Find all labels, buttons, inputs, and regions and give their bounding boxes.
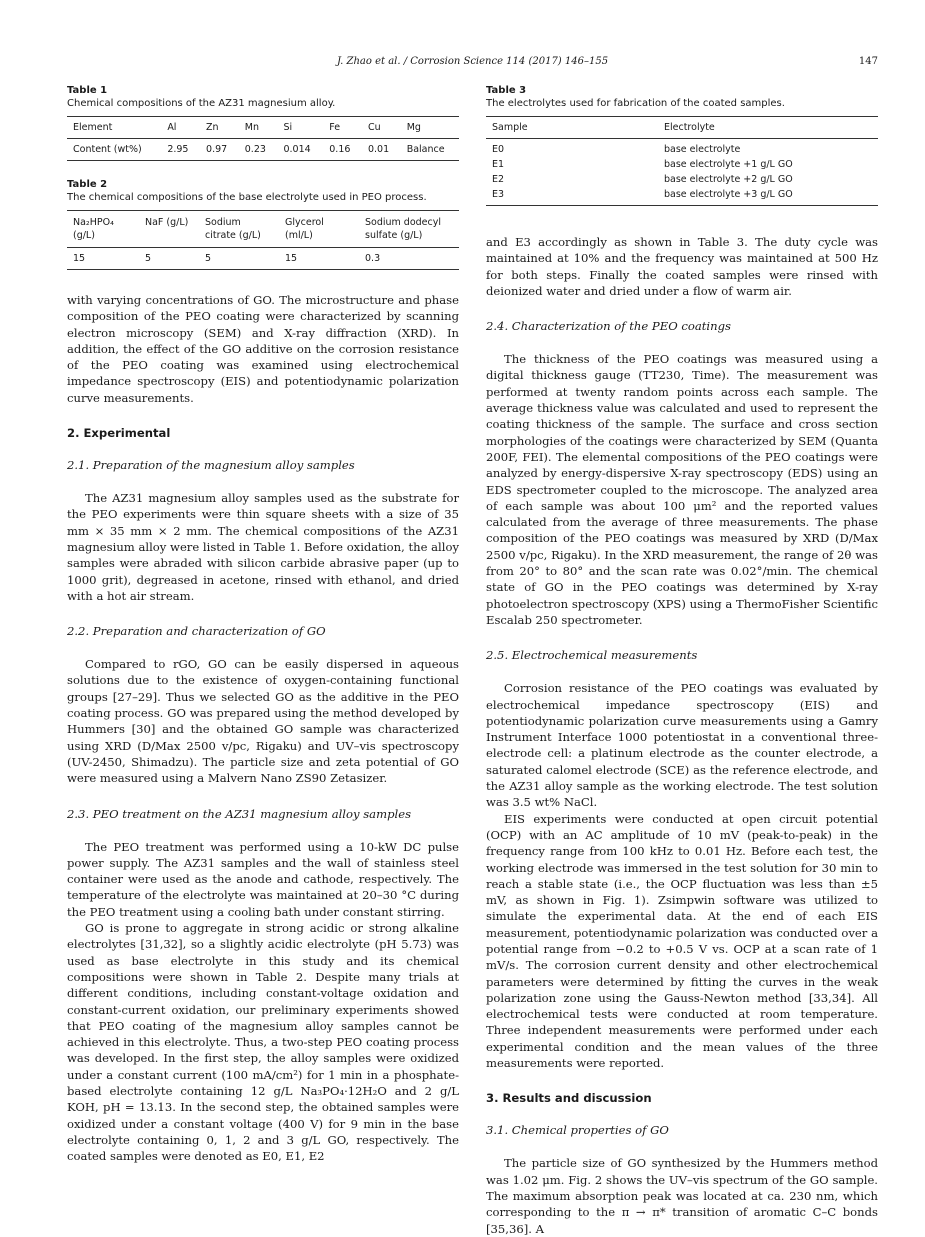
table-header-cell: Mn	[239, 117, 278, 139]
paragraph: EIS experiments were conducted at open circuit potential (OCP) with an AC amplitude of 10 mV (peak-to-peak) in the frequency range from 100 kHz to 0.01 Hz. Before each test, the working electrode was immersed in the test solution for 30 min to reach a stable state (i.e., the OCP fluctuation was less than ±5 mV, as shown in Fig. 1). Zsimpwin software was utilized to simulate the experimental data. At the end of each EIS measurement, potentiodynamic polarization was conducted over a potential range from −0.2 to +0.5 V vs. OCP at a scan rate of 1 mV/s. The corrosion current density and other electrochemical parameters were determined by fitting the curves in the weak polarization zone using the Gauss-Newton method [33,34]. All electrochemical tests were conducted at room temperature. Three independent measurements were performed under each experimental condition and the mean values of the three measurements were reported.	[486, 811, 878, 1071]
section-heading: 3. Results and discussion	[486, 1091, 652, 1106]
table-header-cell: Electrolyte	[658, 117, 878, 139]
table-cell: E3	[486, 187, 658, 206]
table-row	[67, 139, 459, 161]
table3	[486, 116, 878, 206]
table-header-cell: Sodium citrate (g/L)	[199, 211, 279, 248]
table-cell: base electrolyte +1 g/L GO	[664, 159, 793, 170]
table-cell: E0	[492, 144, 505, 155]
paragraph: and E3 accordingly as shown in Table 3. The duty cycle was maintained at 10% and the frequency was maintained at 500 Hz for both steps. Finally the coated samples were rinsed with deionized water and dried under a flow of warm air.	[486, 235, 878, 298]
table-row	[486, 139, 878, 158]
table-cell: 15	[67, 248, 139, 270]
running-header	[67, 56, 878, 72]
table-header-cell: Glycerol (ml/L)	[279, 211, 359, 248]
table-header-cell: NaF (g/L)	[139, 211, 199, 248]
paragraph: Compared to rGO, GO can be easily dispersed in aqueous solutions due to the existence of oxygen-containing functional groups [27–29]. Thus we selected GO as the additive in the PEO coating process. GO was prepared using the method developed by Hummers [30] and the obtained GO sample was characterized using XRD (D/Max 2500 v/pc, Rigaku) and UV–vis spectroscopy (UV-2450, Shimadzu). The particle size and zeta potential of GO were measured using a Malvern Nano ZS90 Zetasizer.	[67, 657, 459, 786]
table-cell: 0.23	[239, 139, 278, 161]
left-column	[67, 85, 459, 1164]
table1-caption: Chemical compositions of the AZ31 magnesium alloy.	[67, 98, 336, 109]
paragraph: Corrosion resistance of the PEO coatings was evaluated by electrochemical impedance spectroscopy (EIS) and potentiodynamic polarization curve measurements using a Gamry Instrument Interface 1000 potentiostat in a conventional three-electrode cell: a platinum electrode as the counter electrode, a saturated calomel electrode (SCE) as the reference electrode, and the AZ31 alloy sample as the working electrode. The test solution was 3.5 wt% NaCl.	[486, 681, 878, 810]
subsection-heading: 2.5. Electrochemical measurements	[486, 648, 698, 663]
table-cell: Balance	[401, 139, 459, 161]
table3-header-row	[486, 117, 878, 139]
table-cell: E1	[492, 159, 505, 170]
table-row	[486, 157, 878, 172]
page-number: 147	[858, 56, 878, 67]
table-header-cell: Al	[161, 117, 200, 139]
table-row	[486, 187, 878, 206]
table-cell: base electrolyte +2 g/L GO	[664, 174, 793, 185]
table-cell: E2	[492, 174, 505, 185]
table1-label: Table 1	[67, 85, 108, 96]
subsection-heading: 2.1. Preparation of the magnesium alloy samples	[67, 458, 355, 473]
table-header-cell: Si	[277, 117, 323, 139]
table-header-cell: Mg	[401, 117, 459, 139]
table1-header-row	[67, 117, 459, 139]
table-header-cell: Sodium dodecyl sulfate (g/L)	[359, 211, 459, 248]
paragraph: The PEO treatment was performed using a 10-kW DC pulse power supply. The AZ31 samples and the wall of stainless steel container were used as the anode and cathode, respectively. The temperature of the electrolyte was maintained at 20–30 °C during the PEO treatment using a cooling bath under constant stirring.	[67, 839, 459, 919]
subsection-heading: 3.1. Chemical properties of GO	[486, 1123, 669, 1138]
table3-caption: The electrolytes used for fabrication of the coated samples.	[486, 98, 785, 109]
table2-caption: The chemical compositions of the base electrolyte used in PEO process.	[67, 192, 427, 203]
subsection-heading: 2.4. Characterization of the PEO coatings	[486, 319, 731, 334]
table-cell: 5	[139, 248, 199, 270]
table-cell: 0.014	[277, 139, 323, 161]
table-header-cell: Element	[67, 117, 161, 139]
table-header-cell: Fe	[323, 117, 362, 139]
table-header-cell: Sample	[486, 117, 658, 139]
table-cell: 0.3	[359, 248, 459, 270]
table2-header-row	[67, 211, 459, 248]
table-header-cell: Zn	[200, 117, 239, 139]
table-cell: 0.16	[323, 139, 362, 161]
spacer	[67, 161, 459, 179]
table-cell: base electrolyte	[664, 144, 741, 155]
paragraph: The AZ31 magnesium alloy samples used as the substrate for the PEO experiments were thin square sheets with a size of 35 mm × 35 mm × 2 mm. The chemical compositions of the AZ31 magnesium alloy were listed in Table 1. Before oxidation, the alloy samples were abraded with silicon carbide abrasive paper (up to 1000 grit), degreased in acetone, rinsed with ethanol, and dried with a hot air stream.	[67, 491, 459, 603]
intro-tail-paragraph: with varying concentrations of GO. The microstructure and phase composition of the PEO coating were characterized by scanning electron microscopy (SEM) and X-ray diffraction (XRD). In addition, the effect of the GO additive on the corrosion resistance of the PEO coating was examined using electrochemical impedance spectroscopy (EIS) and potentiodynamic polarization curve measurements.	[67, 293, 459, 405]
table-cell: base electrolyte +3 g/L GO	[658, 187, 878, 206]
table-header-cell: Cu	[362, 117, 401, 139]
right-column	[486, 85, 878, 1237]
table3-label: Table 3	[486, 85, 527, 96]
table-cell: 0.01	[362, 139, 401, 161]
running-head: J. Zhao et al. / Corrosion Science 114 (2017) 146–155	[336, 56, 609, 67]
table-row	[67, 248, 459, 270]
table-cell: 5	[199, 248, 279, 270]
table-cell: Content (wt%)	[67, 139, 161, 161]
table2-label: Table 2	[67, 179, 108, 190]
table1	[67, 116, 459, 161]
table-cell: 0.97	[200, 139, 239, 161]
table2	[67, 210, 459, 270]
table-header-cell: Na₂HPO₄ (g/L)	[67, 211, 139, 248]
subsection-heading: 2.3. PEO treatment on the AZ31 magnesium alloy samples	[67, 806, 412, 821]
paragraph: The particle size of GO synthesized by the Hummers method was 1.02 μm. Fig. 2 shows the UV–vis spectrum of the GO sample. The maximum absorption peak was located at ca. 230 nm, which corresponding to the π → π* transition of aromatic C–C bonds [35,36]. A	[486, 1156, 878, 1236]
subsection-heading: 2.2. Preparation and characterization of GO	[67, 624, 326, 639]
table-cell: 15	[279, 248, 359, 270]
paragraph: GO is prone to aggregate in strong acidic or strong alkaline electrolytes [31,32], so a slightly acidic electrolyte (pH 5.73) was used as base electrolyte in this study and its chemical compositions were shown in Table 2. Despite many trials at different conditions, including constant-voltage oxidation and constant-current oxidation, our preliminary experiments showed that PEO coating of the magnesium alloy samples cannot be achieved in this electrolyte. Thus, a two-step PEO coating process was developed. In the first step, the alloy samples were oxidized under a constant current (100 mA/cm²) for 1 min in a phosphate-based electrolyte containing 12 g/L Na₃PO₄·12H₂O and 2 g/L KOH, pH = 13.13. In the second step, the obtained samples were oxidized under a constant voltage (400 V) for 9 min in the base electrolyte containing 0, 1, 2 and 3 g/L GO, respectively. The coated samples were denoted as E0, E1, E2	[67, 921, 459, 1164]
table-cell: 2.95	[161, 139, 200, 161]
paragraph: The thickness of the PEO coatings was measured using a digital thickness gauge (TT230, Time). The measurement was performed at twenty random points across each sample. The average thickness value was calculated and used to represent the coating thickness of the sample. The surface and cross section morphologies of the coatings were characterized by SEM (Quanta 200F, FEI). The elemental compositions of the PEO coatings were analyzed by energy-dispersive X-ray spectroscopy (EDS) using an EDS spectrometer coupled to the microscope. The analyzed area of each sample was about 100 μm² and the reported values calculated from the average of three measurements. The phase composition of the PEO coatings was measured by XRD (D/Max 2500 v/pc, Rigaku). In the XRD measurement, the range of 2θ was from 20° to 80° and the scan rate was 0.02°/min. The chemical state of GO in the PEO coatings was determined by X-ray photoelectron spectroscopy (XPS) using a ThermoFisher Scientific Escalab 250 spectrometer.	[486, 352, 878, 627]
section-heading: 2. Experimental	[67, 426, 171, 441]
table-row	[486, 172, 878, 187]
